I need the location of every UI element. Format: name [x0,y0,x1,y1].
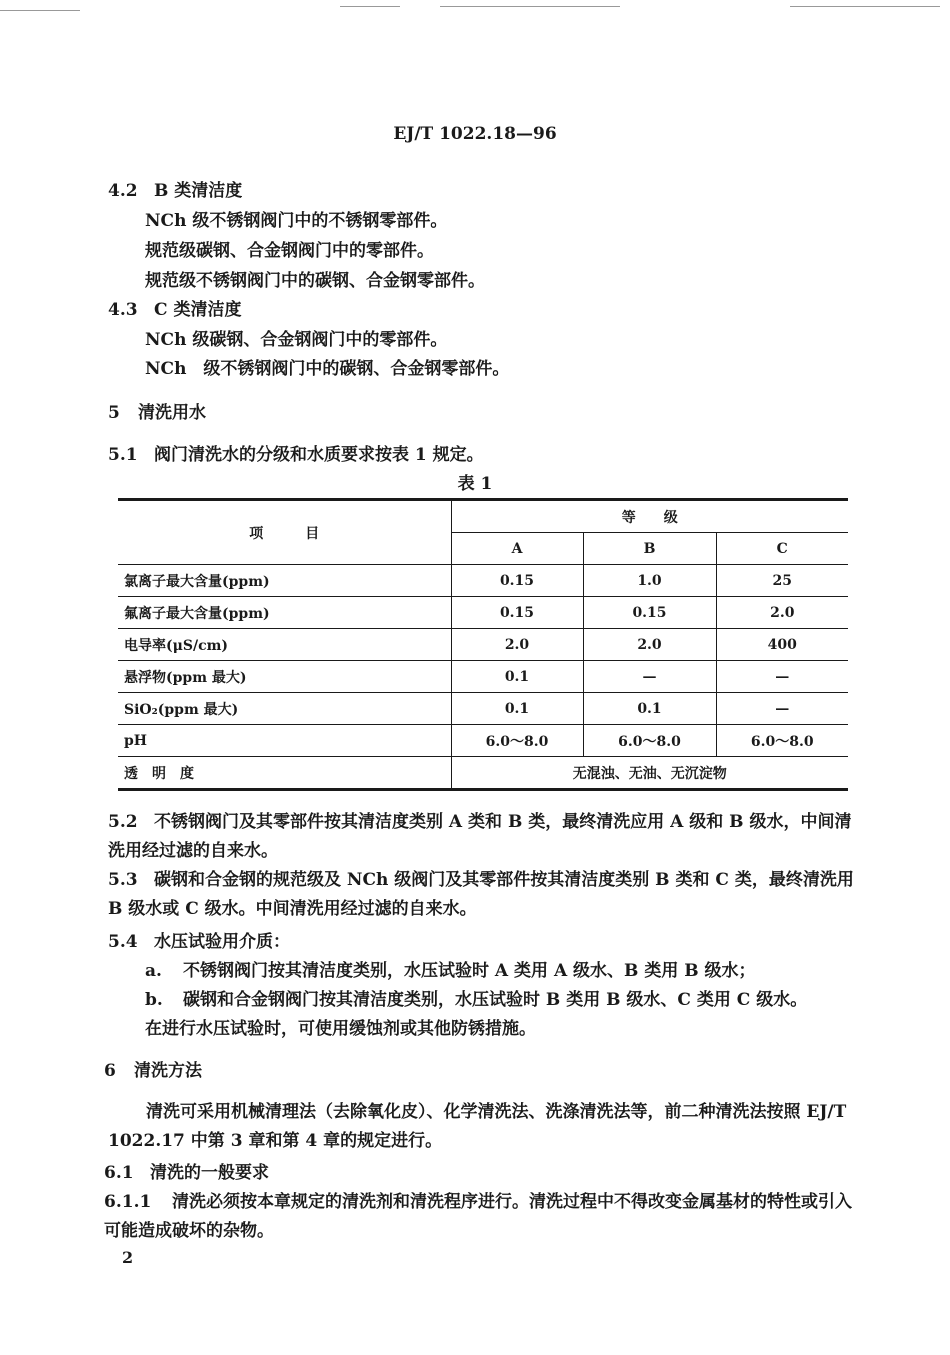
table-title: 表 1 [457,474,493,494]
grade-a-value: 2.0 [451,629,583,661]
list-text: 不锈钢阀门按其清洁度类别，水压试验时 A 类用 A 级水、B 类用 B 级水； [183,961,756,981]
list-text: 碳钢和合金钢阀门按其清洁度类别，水压试验时 B 类用 B 级水、C 类用 C 级水。 [183,990,808,1010]
table-row [118,725,848,757]
clarity-value: 无混浊、无油、无沉淀物 [451,757,848,790]
row-item: 氯离子最大含量(ppm) [118,565,451,597]
table-row [118,629,848,661]
grade-b-value: 1.0 [583,565,716,597]
paragraph: 水压试验用介质： [154,932,290,952]
row-item: SiO₂(ppm 最大) [118,693,451,725]
section-number: 6 [104,1061,116,1081]
table-row [118,597,848,629]
paragraph: 阀门清洗水的分级和水质要求按表 1 规定。 [154,445,484,465]
section-6-1-1 [104,1188,852,1246]
grade-a-value: 0.15 [451,565,583,597]
list-item-b [145,985,807,1010]
grade-c-value: 2.0 [716,597,848,629]
section-number: 6.1 [104,1163,134,1183]
grade-c-value: 6.0～8.0 [716,725,848,757]
grade-a-value: 0.15 [451,597,583,629]
row-item: 氟离子最大含量(ppm) [118,597,451,629]
item-header: 项 目 [118,500,451,565]
section-number: 4.2 [108,181,138,201]
section-5-heading [108,398,206,423]
scan-artifact [340,6,400,7]
grade-c-value: — [716,693,848,725]
grade-a-value: 0.1 [451,693,583,725]
paragraph: 规范级碳钢、合金钢阀门中的零部件。 [145,241,434,261]
grade-b-value: 0.15 [583,597,716,629]
grade-a-header: A [451,533,583,565]
water-quality-table [118,498,848,791]
section-number: 5.1 [108,445,138,465]
paragraph: 碳钢和合金钢的规范级及 NCh 级阀门及其零部件按其清洁度类别 B 类和 C 类，最终清洗用 B 级水或 C 级水。中间清洗用经过滤的自来水。 [108,870,854,919]
table-row [118,693,848,725]
grade-header: 等 级 [451,500,848,533]
page-header: EJ/T 1022.18—96 [393,124,557,144]
scan-artifact [440,6,620,7]
grade-a-value: 0.1 [451,661,583,693]
grade-b-value: 2.0 [583,629,716,661]
row-item: pH [118,725,451,757]
table-row [118,661,848,693]
table-row [118,565,848,597]
paragraph: NCh 级碳钢、合金钢阀门中的零部件。 [145,330,448,350]
paragraph: 清洗必须按本章规定的清洗剂和清洗程序进行。清洗过程中不得改变金属基材的特性或引入可能造成破坏的杂物。 [104,1192,852,1241]
section-number: 5.3 [108,870,138,890]
table-header-row [118,500,848,533]
list-item-a [145,956,756,981]
row-item: 电导率(μS/cm) [118,629,451,661]
section-title: 清洗方法 [134,1061,202,1081]
section-number: 5.4 [108,932,138,952]
list-label: b. [145,990,163,1010]
row-item: 透 明 度 [118,757,451,790]
grade-b-value: — [583,661,716,693]
table-row [118,757,848,790]
paragraph: NCh 级不锈钢阀门中的碳钢、合金钢零部件。 [145,359,510,379]
section-title: 清洗用水 [138,403,206,423]
grade-a-value: 6.0～8.0 [451,725,583,757]
grade-b-header: B [583,533,716,565]
section-number: 5 [108,403,120,423]
page-number: 2 [122,1248,134,1267]
grade-b-value: 0.1 [583,693,716,725]
section-4-2-heading [108,176,242,201]
section-4-3-heading [108,295,241,320]
section-5-1 [108,440,484,465]
section-number: 4.3 [108,300,138,320]
section-number: 5.2 [108,812,138,832]
grade-c-value: 400 [716,629,848,661]
section-6-heading [104,1056,202,1081]
section-5-3 [108,866,856,924]
row-item: 悬浮物(ppm 最大) [118,661,451,693]
grade-c-header: C [716,533,848,565]
grade-c-value: 25 [716,565,848,597]
scan-artifact [790,6,940,7]
section-title: C 类清洁度 [154,300,242,320]
paragraph: 清洗可采用机械清理法（去除氧化皮）、化学清洗法、洗涤清洗法等，前二种清洗法按照 EJ/T 1022.17 中第 3 章和第 4 章的规定进行。 [108,1102,847,1151]
section-number: 6.1.1 [104,1192,152,1212]
section-title: 清洗的一般要求 [150,1163,269,1183]
paragraph: 在进行水压试验时，可使用缓蚀剂或其他防锈措施。 [145,1019,536,1039]
section-title: B 类清洁度 [154,181,243,201]
grade-c-value: — [716,661,848,693]
paragraph: 规范级不锈钢阀门中的碳钢、合金钢零部件。 [145,271,485,291]
section-5-2 [108,808,856,866]
section-6-1-heading [104,1158,269,1183]
section-5-4 [108,927,290,952]
scan-artifact [0,10,80,11]
paragraph: NCh 级不锈钢阀门中的不锈钢零部件。 [145,211,448,231]
list-label: a. [145,961,162,981]
grade-b-value: 6.0～8.0 [583,725,716,757]
paragraph: 不锈钢阀门及其零部件按其清洁度类别 A 类和 B 类，最终清洗应用 A 级和 B 级水，中间清洗用经过滤的自来水。 [108,812,852,861]
